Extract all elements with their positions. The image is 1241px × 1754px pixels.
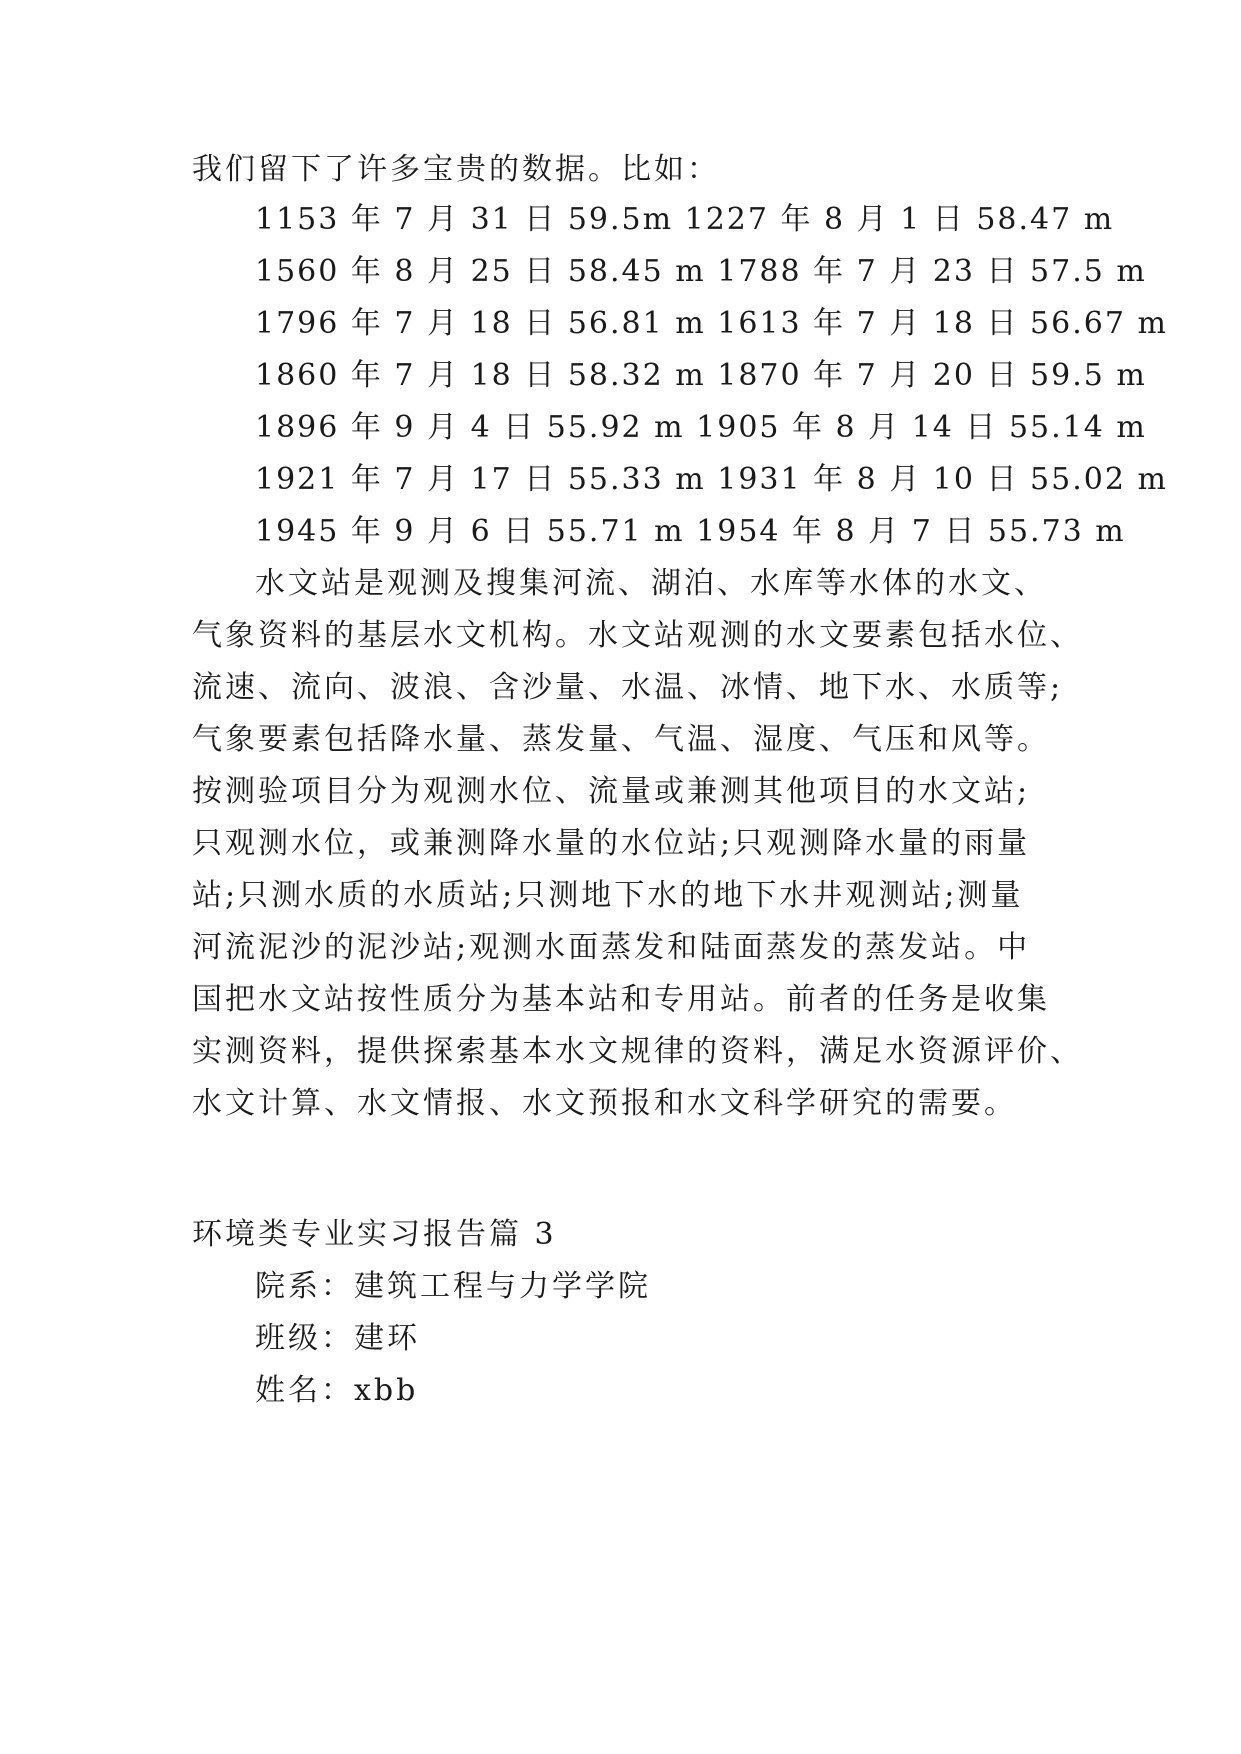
paragraph-line: 流速、流向、波浪、含沙量、水温、冰情、地下水、水质等; — [192, 670, 1064, 705]
paragraph-line: 只观测水位，或兼测降水量的水位站;只观测降水量的雨量 — [192, 826, 1031, 861]
data-line: 1860 年 7 月 18 日 58.32 m 1870 年 7 月 20 日 59.5 m — [255, 358, 1147, 393]
data-line: 1153 年 7 月 31 日 59.5m 1227 年 8 月 1 日 58.47 m — [255, 202, 1115, 237]
paragraph-line: 河流泥沙的泥沙站;观测水面蒸发和陆面蒸发的蒸发站。中 — [192, 930, 1031, 965]
data-line: 1896 年 9 月 4 日 55.92 m 1905 年 8 月 14 日 55.14 m — [255, 410, 1147, 445]
paragraph-line: 站;只测水质的水质站;只测地下水的地下水井观测站;测量 — [192, 878, 1024, 913]
section-title: 环境类专业实习报告篇 3 — [192, 1217, 557, 1252]
paragraph-line: 实测资料，提供探索基本水文规律的资料，满足水资源评价、 — [192, 1034, 1083, 1069]
paragraph-line: 气象要素包括降水量、蒸发量、气温、湿度、气压和风等。 — [192, 722, 1050, 757]
data-line: 1921 年 7 月 17 日 55.33 m 1931 年 8 月 10 日 55.02 m — [255, 462, 1168, 497]
paragraph-line: 气象资料的基层水文机构。水文站观测的水文要素包括水位、 — [192, 618, 1083, 653]
info-class: 班级：建环 — [255, 1321, 420, 1356]
paragraph-line: 按测验项目分为观测水位、流量或兼测其他项目的水文站; — [192, 774, 1031, 809]
data-line: 1796 年 7 月 18 日 56.81 m 1613 年 7 月 18 日 56.67 m — [255, 306, 1168, 341]
info-department: 院系：建筑工程与力学学院 — [255, 1269, 651, 1304]
data-line: 1945 年 9 月 6 日 55.71 m 1954 年 8 月 7 日 55.73 m — [255, 514, 1126, 549]
info-name: 姓名：xbb — [255, 1373, 419, 1408]
paragraph-line: 国把水文站按性质分为基本站和专用站。前者的任务是收集 — [192, 982, 1050, 1017]
paragraph-line: 水文站是观测及搜集河流、湖泊、水库等水体的水文、 — [255, 566, 1047, 601]
data-line: 1560 年 8 月 25 日 58.45 m 1788 年 7 月 23 日 57.5 m — [255, 254, 1147, 289]
paragraph-line: 水文计算、水文情报、水文预报和水文科学研究的需要。 — [192, 1086, 1017, 1121]
intro-line: 我们留下了许多宝贵的数据。比如： — [192, 152, 720, 187]
